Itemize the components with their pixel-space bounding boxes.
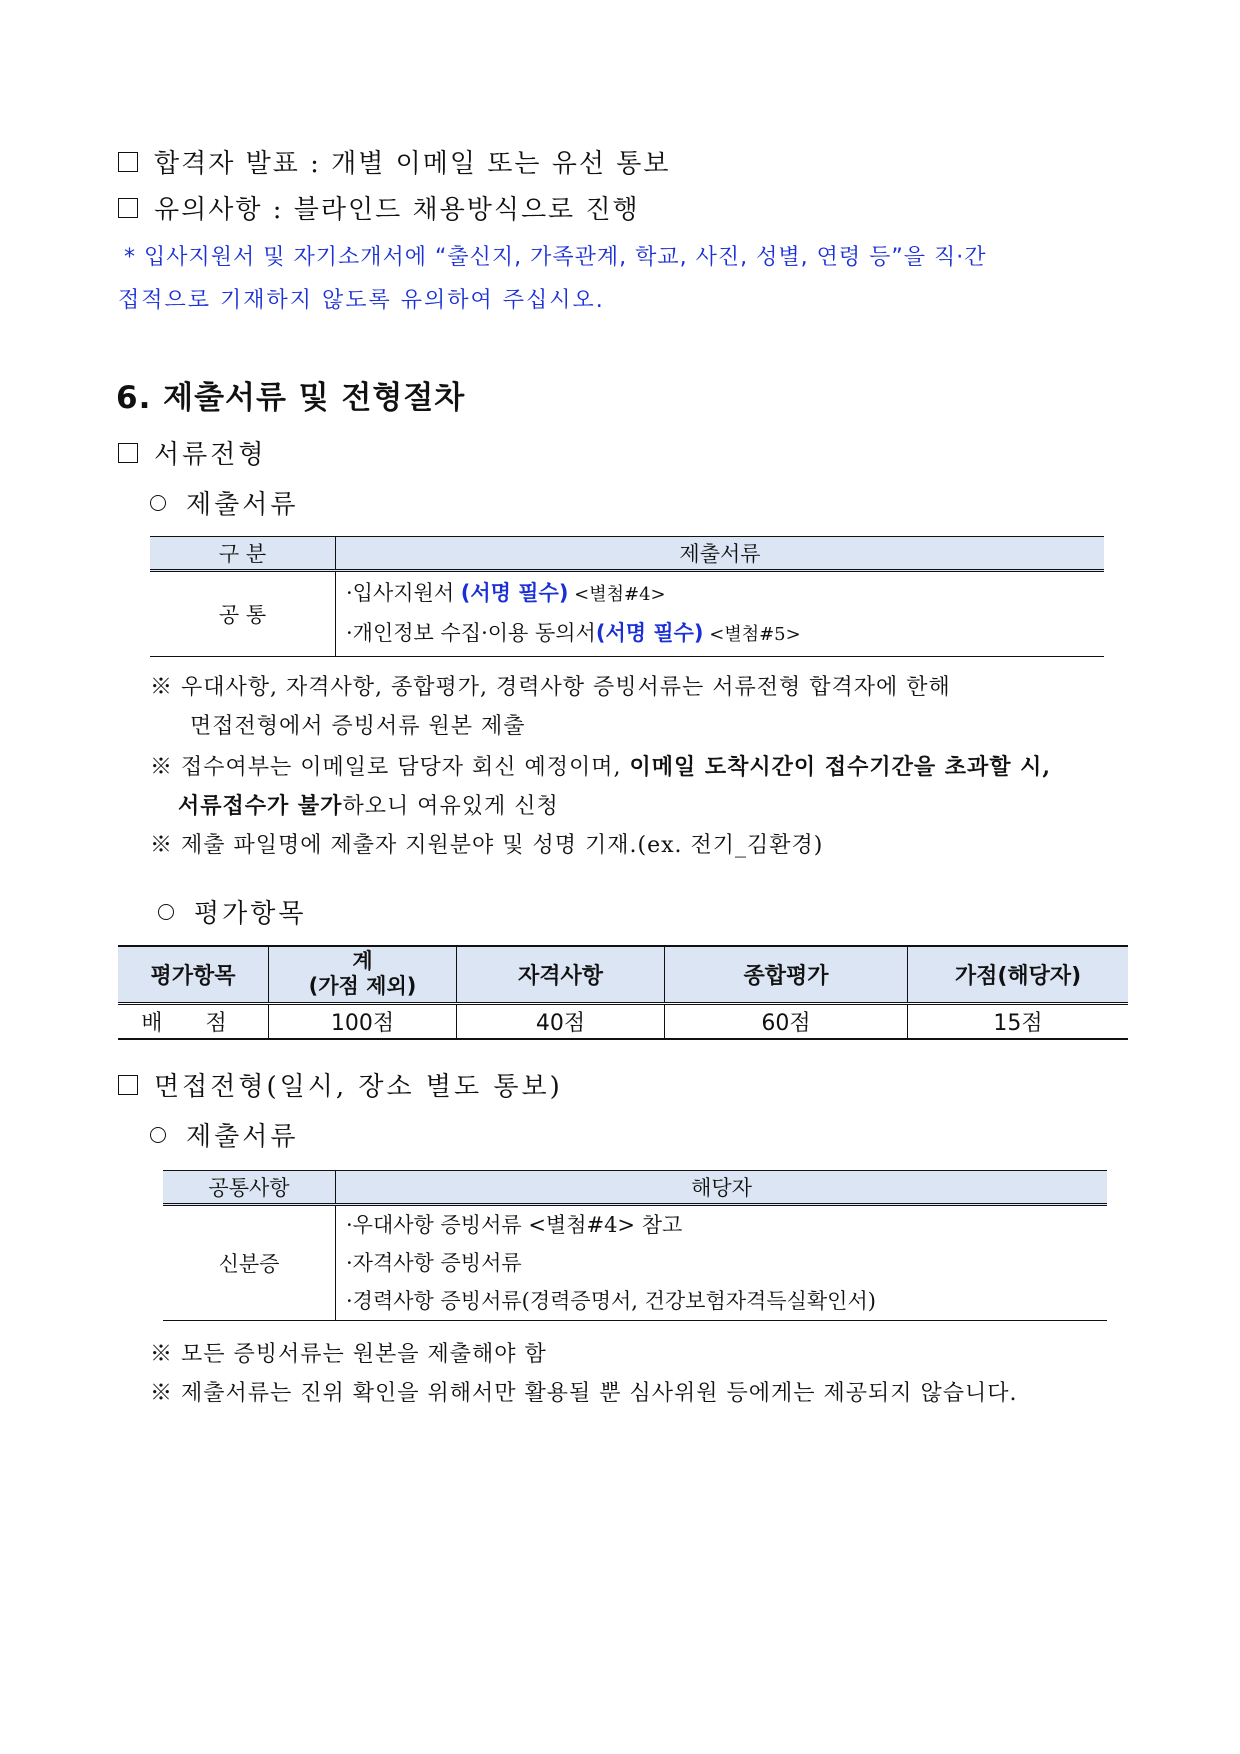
table-row	[163, 1205, 1107, 1321]
doc-screening-heading	[118, 434, 266, 471]
docs-list	[336, 571, 1105, 657]
header-total-note: (가점 제외)	[308, 974, 417, 999]
note-line: ※ 모든 증빙서류는 원본을 제출해야 함	[150, 1342, 547, 1367]
blind-note-line-2: 접적으로 기재하지 않도록 유의하여 주십시오.	[118, 288, 605, 313]
eval-table	[118, 945, 1128, 1040]
table-row	[150, 571, 1104, 657]
table-header-cell: 구 분	[150, 537, 336, 571]
announce-text-1: 합격자 발표 : 개별 이메일 또는 유선 통보	[154, 149, 671, 179]
checkbox-square-icon	[118, 152, 138, 172]
table-header-row	[150, 537, 1104, 571]
circle-bullet-icon	[150, 495, 166, 511]
docs-list	[336, 1205, 1108, 1321]
submit-docs-text-2: 제출서류	[186, 1122, 299, 1152]
circle-bullet-icon	[150, 1127, 166, 1143]
table-header-cell: 공통사항	[163, 1171, 336, 1205]
table-cell: 60점	[665, 1003, 908, 1039]
signature-required: (서명 필수)	[460, 581, 569, 605]
table-header-row	[118, 946, 1128, 1003]
note-text: ※ 접수여부는 이메일로 담당자 회신 예정이며,	[150, 755, 630, 780]
table-header-cell: 가점(해당자)	[908, 946, 1129, 1003]
list-item: ·우대사항 증빙서류 <별첨#4> 참고	[346, 1213, 683, 1237]
table-header-cell: 자격사항	[457, 946, 665, 1003]
table-row	[118, 1003, 1128, 1039]
note-bold: 서류접수가 불가	[178, 793, 343, 819]
note-line: ※ 우대사항, 자격사항, 종합평가, 경력사항 증빙서류는 서류전형 합격자에 한해	[150, 675, 951, 700]
blind-note-line-1: * 입사지원서 및 자기소개서에 “출신지, 가족관계, 학교, 사진, 성별, 연령 등”을 직·간	[124, 245, 987, 270]
list-item	[336, 574, 1104, 614]
checkbox-square-icon	[118, 198, 138, 218]
interview-text: 면접전형(일시, 장소 별도 통보)	[154, 1072, 563, 1102]
item-text: ·입사지원서	[346, 581, 461, 605]
doc-screening-text: 서류전형	[154, 440, 267, 470]
note-line	[150, 750, 1051, 781]
circle-bullet-icon	[158, 904, 174, 920]
list-item: ·자격사항 증빙서류	[346, 1251, 522, 1275]
note-bold: 이메일 도착시간이 접수기간을 초과할 시,	[629, 754, 1052, 780]
interview-heading	[118, 1066, 563, 1103]
announce-line-2	[118, 189, 640, 226]
table-cell: 40점	[457, 1003, 665, 1039]
table-header-cell: 제출서류	[336, 537, 1105, 571]
row-label: 공 통	[150, 571, 336, 657]
attachment-ref: <별첨#4>	[568, 584, 666, 605]
announce-line-1	[118, 143, 670, 180]
table-header-cell: 평가항목	[118, 946, 269, 1003]
header-total: 계	[352, 949, 373, 974]
table-header-cell	[269, 946, 457, 1003]
table-cell: 15점	[908, 1003, 1129, 1039]
interview-docs-table	[163, 1170, 1107, 1321]
attachment-ref: <별첨#5>	[703, 624, 801, 645]
table-header-cell: 종합평가	[665, 946, 908, 1003]
list-item	[336, 614, 1104, 654]
submit-docs-table	[150, 536, 1104, 657]
checkbox-square-icon	[118, 443, 138, 463]
submit-docs-heading	[150, 484, 298, 521]
table-header-row	[163, 1171, 1107, 1205]
submit-docs-text: 제출서류	[186, 490, 299, 520]
checkbox-square-icon	[118, 1075, 138, 1095]
table-cell: 배 점	[118, 1003, 269, 1039]
note-line: ※ 제출 파일명에 제출자 지원분야 및 성명 기재.(ex. 전기_김환경)	[150, 833, 824, 858]
note-line	[178, 789, 559, 820]
section-title: 6. 제출서류 및 전형절차	[116, 380, 466, 416]
submit-docs-heading-2	[150, 1116, 298, 1153]
table-cell: 100점	[269, 1003, 457, 1039]
signature-required: (서명 필수)	[595, 621, 704, 645]
announce-text-2: 유의사항 : 블라인드 채용방식으로 진행	[154, 195, 640, 225]
note-line: 면접전형에서 증빙서류 원본 제출	[190, 714, 526, 739]
eval-items-heading	[158, 893, 306, 930]
table-header-cell: 해당자	[336, 1171, 1108, 1205]
list-item: ·경력사항 증빙서류(경력증명서, 건강보험자격득실확인서)	[346, 1289, 876, 1313]
note-text: 하오니 여유있게 신청	[342, 794, 559, 819]
item-text: ·개인정보 수집·이용 동의서	[346, 621, 596, 645]
row-label: 신분증	[163, 1205, 336, 1321]
note-line: ※ 제출서류는 진위 확인을 위해서만 활용될 뿐 심사위원 등에게는 제공되지 않습니다.	[150, 1381, 1018, 1406]
eval-items-text: 평가항목	[194, 899, 307, 929]
